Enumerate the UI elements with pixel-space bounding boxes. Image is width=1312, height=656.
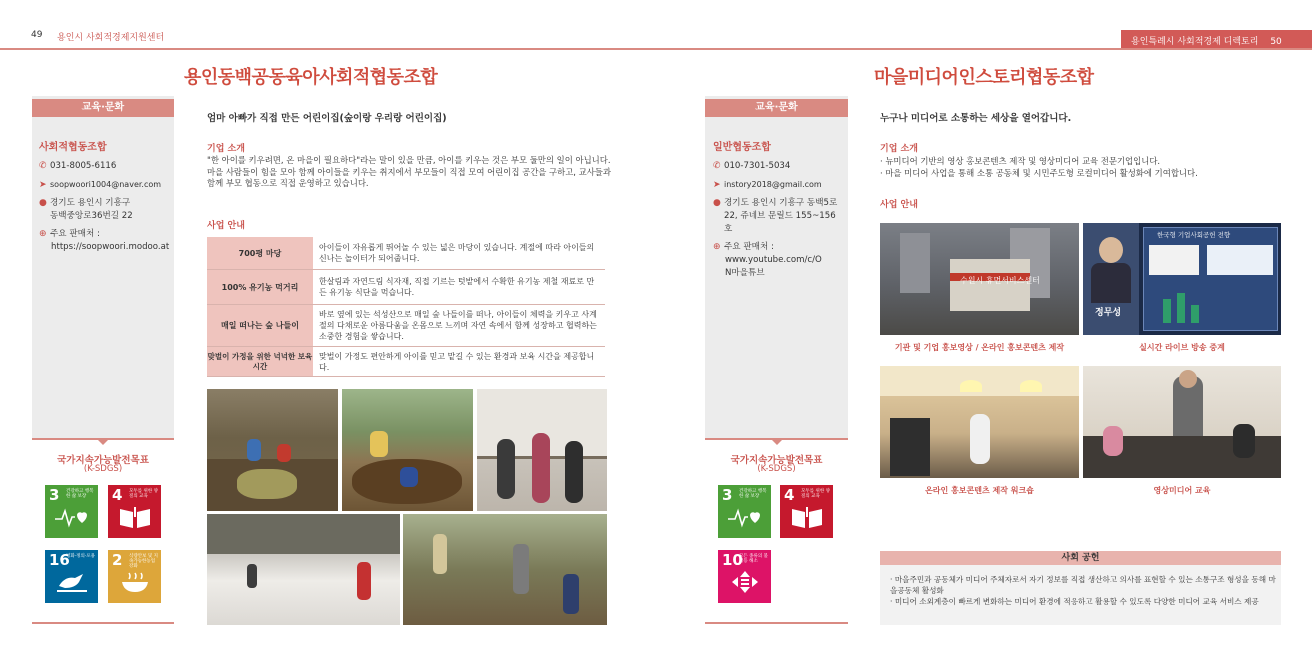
photo-workshop [880,366,1079,478]
globe-icon: ⊕ [39,229,47,239]
sdgs-title-left: 국가지속가능발전목표 [57,455,149,466]
phone-icon: ✆ [39,161,47,171]
phone-left: 031-8005-6116 [50,161,117,171]
sdg-16-tile [45,550,98,603]
contact-block-left [39,160,173,254]
caption-4: 영상미디어 교육 [1153,486,1211,495]
page-number-left: 49 [31,30,43,40]
biz-value: 한살림과 자연드림 식자재, 직접 기르는 텃밭에서 수확한 유기농 제철 재료로 만든 유기농 식단을 먹습니다. [313,270,605,305]
location-icon: ● [39,198,47,208]
photo-kids-digging [342,389,473,511]
biz-key: 100% 유기농 먹거리 [207,270,313,305]
contact-block-right [713,160,847,280]
heartbeat-icon [55,505,89,529]
headline-right: 누구나 미디어로 소통하는 세상을 열어갑니다. [880,113,1072,124]
page-title-left: 용인동백공동육아사회적협동조합 [184,67,438,88]
building-sign-text: 수원시 휴먼서비스센터 [960,276,1040,285]
coop-type-left: 사회적협동조합 [39,142,107,153]
photo-kids-snow [207,514,400,625]
biz-key: 맞벌이 가정을 위한 넉넉한 보육 시간 [207,347,313,377]
phone-right: 010-7301-5034 [724,161,791,171]
sdgs-subtitle-right: (K-SDGS) [757,464,796,474]
sdg-2-tile [108,550,161,603]
caption-1: 기관 및 기업 홍보영상 / 온라인 홍보콘텐츠 제작 [894,343,1065,352]
dove-icon [55,570,89,594]
photo-live-broadcast [1083,223,1281,335]
headline-left: 엄마 아빠가 직접 만든 어린이집(숲이랑 우리랑 어린이집) [207,113,447,124]
table-row [207,270,605,305]
biz-label-left: 사업 안내 [207,221,245,231]
shop-link-right[interactable]: www.youtube.com/c/ON마을튜브 [725,255,822,278]
running-header-text: 용인특례시 사회적경제 디렉토리 [1131,37,1259,47]
location-icon: ● [713,198,721,208]
sdg-number: 10 [722,551,743,569]
biz-value: 아이들이 자유롭게 뛰어놀 수 있는 넓은 마당이 있습니다. 계절에 따라 아이들의 신나는 놀이터가 되어줍니다. [313,237,605,270]
photo-building-aerial [880,223,1079,335]
biz-table-left [207,236,605,377]
coop-type-right: 일반협동조합 [713,142,771,153]
sdg-text: 건강하고 행복한 삶 보장 [66,489,94,499]
table-row [207,237,605,270]
biz-value: 바로 옆에 있는 석성산으로 매일 숲 나들이를 떠나, 아이들이 체력을 키우고 사계절의 다채로운 아름다움을 온몸으로 느끼며 자연 속에서 함께 성장하고 협력하는 소중한 경험을 쌓습니다. [313,305,605,347]
shop-link-left[interactable]: https://soopwoori.modoo.at [51,242,170,252]
sdg-3-tile [45,485,98,538]
phone-icon: ✆ [713,161,721,171]
sidebar-arrow-right [771,439,783,445]
sdg-4-tile [780,485,833,538]
sdg-text: 평화·정의·포용 [66,554,95,559]
intro-line: · 뉴미디어 기반의 영상 홍보콘텐츠 제작 및 영상미디어 교육 전문기업입니다. [880,156,1161,166]
sdg-text: 식량안보 및 지속가능한농업강화 [129,554,158,569]
sdg-text: 모든 종류의 불평등 해소 [739,554,768,564]
book-icon [118,505,152,529]
category-badge-right: 교육·문화 [705,99,848,117]
shop-label-right: 주요 판매처 : [724,242,774,252]
sdg-number: 2 [112,551,123,569]
biz-value: 맞벌이 가정도 편안하게 아이를 믿고 맡길 수 있는 환경과 보육 시간을 제공합니다. [313,347,605,377]
biz-label-right: 사업 안내 [880,200,918,210]
bowl-icon [118,570,152,594]
photo-kids-forest [403,514,607,625]
sidebar-bottom-rule-right [705,622,848,624]
email-left[interactable]: soopwoori1004@naver.com [50,180,162,189]
sdg-10-tile [718,550,771,603]
intro-line: · 마을 미디어 사업을 통해 소통 공동체 및 시민주도형 로컬미디어 활성화에 기여합니다. [880,167,1198,178]
category-badge-left: 교육·문화 [32,99,174,117]
email-right[interactable]: instory2018@gmail.com [724,180,822,189]
sdg-number: 3 [49,486,60,504]
running-header-left: 용인시 사회적경제지원센터 [57,33,165,43]
email-icon: ➤ [39,180,47,190]
contribution-title: 사회 공헌 [880,551,1281,565]
sdgs-subtitle-left: (K-SDGS) [83,464,123,474]
biz-key: 700평 마당 [207,237,313,270]
page-title-right: 마을미디어인스토리협동조합 [874,67,1094,88]
intro-text-right [880,156,1290,179]
contribution-line: · 미디어 소외계층이 빠르게 변화하는 미디어 환경에 적응하고 활용할 수 있도록 다양한 미디어 교육 서비스 제공 [890,597,1259,606]
intro-text-left: "한 아이를 키우려면, 온 마을이 필요하다"라는 말이 있을 만큼, 아이를 키우는 것은 부모 둘만의 일이 아닙니다. 마을 사람들이 힘을 모아 함께 아이들을 키우는 취지에서 부모들이 직접 모여 어린이집 공간을 구하고, 교사들과 함께 부모 협동으로 직접 운영하고 있습니다. [207,155,611,188]
equality-arrows-icon [728,570,762,594]
sdg-number: 3 [722,486,733,504]
table-row [207,347,605,377]
slide-title: 한국형 기업사회공헌 전향 [1157,231,1231,239]
contribution-line: · 마을주민과 공동체가 미디어 주체자로서 자기 정보를 직접 생산하고 의사를 표현할 수 있는 소통구조 형성을 동해 마을공동체 활성화 [890,575,1276,595]
photo-kids-window [477,389,607,511]
email-icon: ➤ [713,180,721,190]
intro-label-left: 기업 소개 [207,144,245,154]
sdg-number: 16 [49,551,70,569]
address-right: 경기도 용인시 기흥구 동백5로 22, 쥬네브 문릴드 155~156호 [724,198,838,234]
globe-icon: ⊕ [713,242,721,252]
biz-key: 매일 떠나는 숲 나들이 [207,305,313,347]
address-left: 경기도 용인시 기흥구 동백중앙로36번길 22 [50,198,133,221]
sdg-number: 4 [112,486,123,504]
caption-2: 실시간 라이브 방송 중계 [1139,343,1225,352]
table-row [207,305,605,347]
sdg-text: 모두를 위한 양질의 교육 [129,489,158,499]
sdg-3-tile [718,485,771,538]
photo-kids-pond [207,389,338,511]
sidebar-arrow-left [97,439,109,445]
sdgs-title-right: 국가지속가능발전목표 [730,455,823,466]
intro-label-right: 기업 소개 [880,144,918,154]
caption-3: 온라인 홍보콘텐츠 제작 워크숍 [925,486,1034,495]
page-number-right: 50 [1270,37,1282,47]
speaker-name: 정무성 [1095,308,1122,318]
sdg-text: 건강하고 행복한 삶 보장 [739,489,767,499]
header-rule-left [0,48,656,50]
photo-media-class [1083,366,1281,478]
heartbeat-icon [728,505,762,529]
sidebar-bottom-rule-left [32,622,174,624]
header-rule-right [656,48,1312,50]
shop-label-left: 주요 판매처 : [50,229,100,239]
contribution-text [890,574,1278,607]
sdg-number: 4 [784,486,795,504]
sdg-4-tile [108,485,161,538]
running-header-right [1121,30,1312,48]
sdg-text: 모두를 위한 양질의 교육 [801,489,830,499]
book-icon [790,505,824,529]
